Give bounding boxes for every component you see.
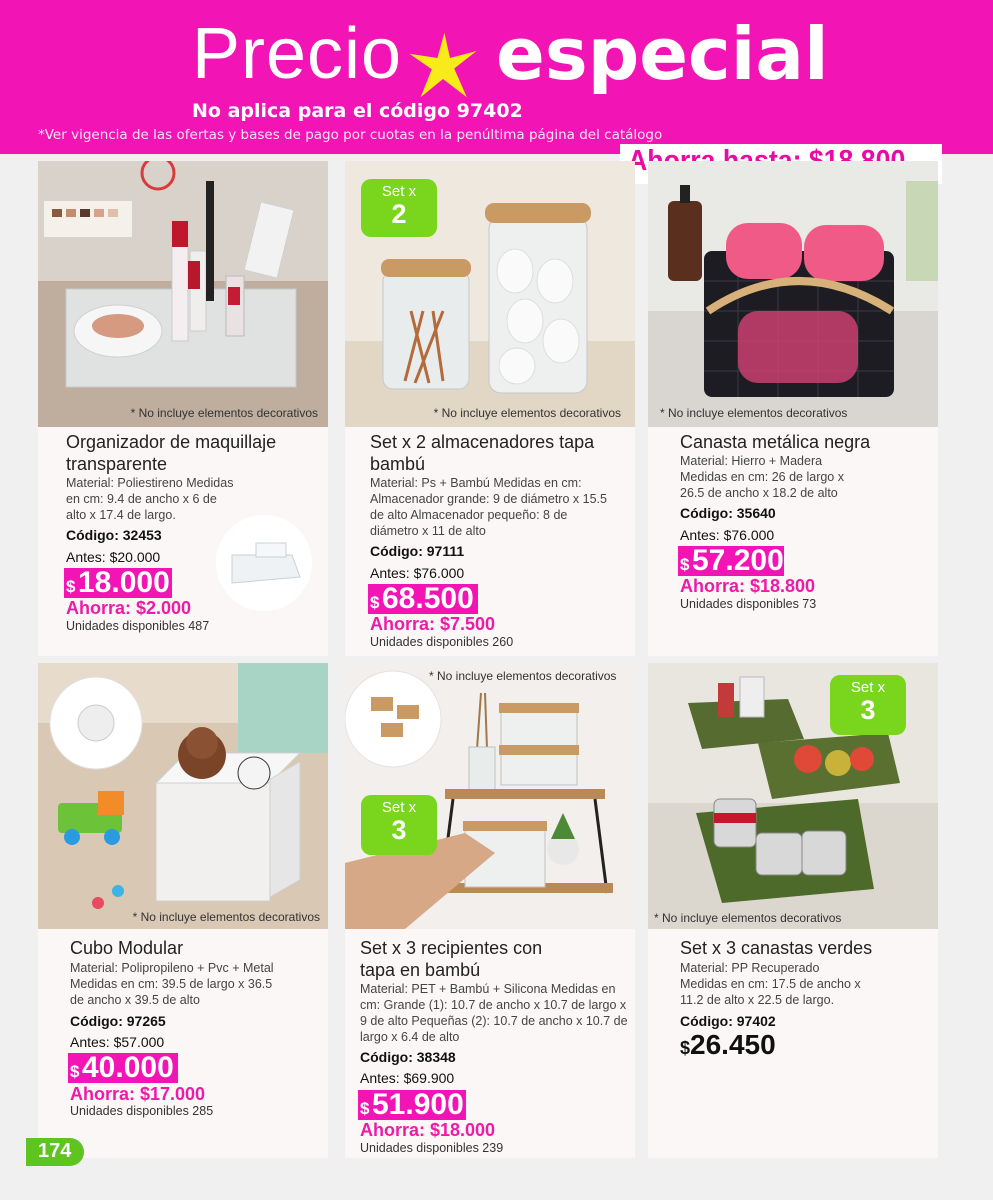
set-badge	[361, 795, 437, 855]
product-card[interactable]	[345, 663, 635, 1158]
product-code: Código: 97402	[680, 1013, 776, 1029]
saving-amount: Ahorra: $18.800	[680, 576, 816, 596]
disclaimer-note: * No incluye elementos decorativos	[660, 406, 848, 420]
product-specs: Material: Ps + Bambú Medidas en cm: Almacenador grande: 9 de diámetro x 15.5 de alto Almacenador pequeño: 8 de diámetro x 11 de alto	[370, 476, 607, 538]
product-card[interactable]	[38, 161, 328, 656]
page-number-tab	[26, 1138, 84, 1166]
saving-amount: Ahorra: $2.000	[66, 598, 192, 618]
units-available: Unidades disponibles 239	[360, 1141, 504, 1155]
product-specs: Material: PP Recuperado Medidas en cm: 17.5 de ancho x 11.2 de alto x 22.5 de largo.	[680, 961, 861, 1007]
product-card[interactable]	[648, 161, 938, 656]
page-number: 174	[38, 1140, 72, 1162]
price-tag	[368, 584, 478, 614]
product-card[interactable]	[38, 663, 328, 1158]
units-available: Unidades disponibles 73	[680, 597, 817, 611]
product-card[interactable]	[648, 663, 938, 1158]
product-name: Set x 3 canastas verdes	[680, 938, 873, 958]
price-before: Antes: $20.000	[66, 549, 161, 565]
price-value: 57.200	[692, 544, 784, 577]
set-badge-count: 3	[391, 815, 407, 845]
saving-amount: Ahorra: $7.500	[370, 614, 496, 634]
star-icon	[408, 30, 478, 100]
product-thumbnail	[214, 513, 314, 613]
price-before: Antes: $57.000	[70, 1034, 165, 1050]
product-code: Código: 35640	[680, 505, 776, 521]
product-specs: Material: Polipropileno + Pvc + Metal Medidas en cm: 39.5 de largo x 36.5 de ancho x 39.5 de alto	[70, 961, 274, 1007]
set-badge	[361, 179, 437, 237]
price-tag	[64, 568, 172, 598]
price-before: Antes: $69.900	[360, 1070, 455, 1086]
currency-symbol: $	[360, 1099, 370, 1118]
product-specs: Material: PET + Bambú + Silicona Medidas en cm: Grande (1): 10.7 de ancho x 10.7 de largo x 9 de alto Pequeñas (2): 10.7 de ancho x 10.7 de largo x 6.4 de alto	[360, 982, 628, 1044]
currency-symbol: $	[680, 1038, 691, 1058]
currency-symbol: $	[680, 555, 690, 574]
set-badge	[830, 675, 906, 735]
price-value: 40.000	[82, 1051, 174, 1084]
price-before: Antes: $76.000	[370, 565, 465, 581]
product-specs: Material: Poliestireno Medidas en cm: 9.4 de ancho x 6 de alto x 17.4 de largo.	[66, 476, 234, 522]
product-name: Set x 3 recipientes con tapa en bambú	[360, 938, 543, 980]
units-available: Unidades disponibles 285	[70, 1104, 214, 1118]
price-value: 26.450	[690, 1029, 776, 1060]
units-available: Unidades disponibles 487	[66, 619, 210, 633]
price-before: Antes: $76.000	[680, 527, 775, 543]
product-photo	[38, 161, 328, 427]
price-tag	[678, 546, 784, 576]
product-code: Código: 32453	[66, 527, 162, 543]
price-tag	[68, 1053, 178, 1083]
page-subtitle: No aplica para el código 97402	[192, 100, 523, 122]
page-title-bold: especial	[496, 12, 829, 96]
set-badge-label: Set x	[850, 679, 886, 696]
price-tag	[358, 1090, 466, 1120]
disclaimer-note: * No incluye elementos decorativos	[130, 406, 318, 420]
set-badge-count: 3	[860, 695, 876, 725]
product-code: Código: 97265	[70, 1013, 166, 1029]
currency-symbol: $	[70, 1062, 80, 1081]
set-badge-label: Set x	[381, 799, 417, 816]
product-name: Organizador de maquillaje transparente	[66, 432, 277, 474]
set-badge-label: Set x	[381, 183, 417, 200]
product-specs: Material: Hierro + Madera Medidas en cm: 26 de largo x 26.5 de ancho x 18.2 de alto	[680, 454, 844, 500]
currency-symbol: $	[370, 593, 380, 612]
disclaimer-note: * No incluye elementos decorativos	[132, 910, 320, 924]
saving-amount: Ahorra: $18.000	[360, 1120, 496, 1140]
price-tag	[680, 1029, 776, 1061]
saving-amount: Ahorra: $17.000	[70, 1084, 206, 1104]
disclaimer-note: * No incluye elementos decorativos	[429, 669, 617, 683]
product-photo	[648, 161, 938, 427]
page-title-light: Precio	[192, 14, 403, 94]
disclaimer-note: * No incluye elementos decorativos	[654, 911, 842, 925]
product-name: Canasta metálica negra	[680, 432, 871, 452]
disclaimer-note: * No incluye elementos decorativos	[433, 406, 621, 420]
header-banner	[0, 0, 993, 154]
set-badge-count: 2	[391, 199, 407, 229]
terms-note: *Ver vigencia de las ofertas y bases de pago por cuotas en la penúltima página del catálogo	[38, 127, 663, 143]
product-code: Código: 38348	[360, 1049, 456, 1065]
currency-symbol: $	[66, 577, 76, 596]
product-card[interactable]	[345, 161, 635, 656]
product-photo	[38, 663, 328, 929]
price-value: 51.900	[372, 1088, 464, 1121]
price-value: 68.500	[382, 582, 474, 615]
product-name: Cubo Modular	[70, 938, 184, 958]
units-available: Unidades disponibles 260	[370, 635, 514, 649]
price-value: 18.000	[78, 566, 170, 599]
product-code: Código: 97111	[370, 543, 465, 559]
product-name: Set x 2 almacenadores tapa bambú	[370, 432, 595, 474]
